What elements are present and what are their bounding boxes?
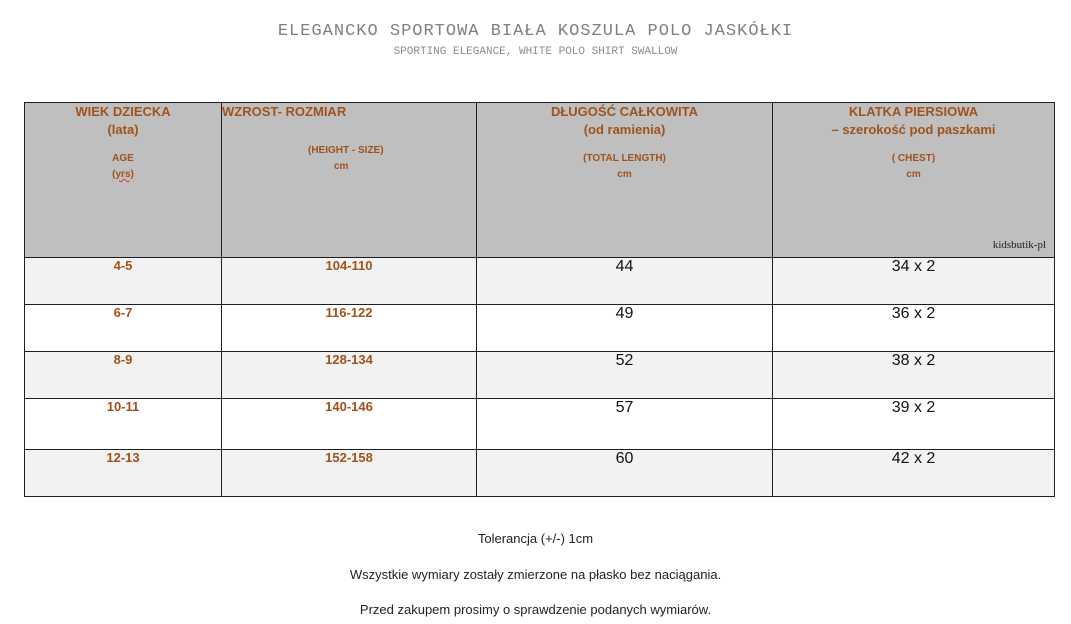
measurement-note: Wszystkie wymiary zostały zmierzone na płasko bez naciągania. (349, 567, 722, 582)
table-row (25, 399, 1055, 450)
cell-size: 128-134 (222, 352, 477, 399)
cell-size: 140-146 (222, 399, 477, 450)
header-age-en-unit: (yrs) (112, 169, 134, 180)
cell-length: 52 (477, 352, 773, 399)
header-age-pl: WIEK DZIECKA (75, 104, 171, 119)
header-height-en: (HEIGHT - SIZE) (308, 145, 384, 156)
cell-age: 8-9 (25, 352, 222, 399)
header-age-pl-unit: (lata) (107, 122, 139, 137)
cell-age: 10-11 (25, 399, 222, 450)
table-row (25, 305, 1055, 352)
cell-size: 104-110 (222, 258, 477, 305)
cell-chest: 36 x 2 (773, 305, 1055, 352)
cell-length: 49 (477, 305, 773, 352)
header-height (222, 103, 477, 258)
header-length-unit: cm (617, 169, 632, 180)
cell-size: 116-122 (222, 305, 477, 352)
tolerance-note: Tolerancja (+/-) 1cm (477, 531, 594, 546)
table-row (25, 450, 1055, 497)
header-chest-pl-sub: – szerokość pod paszkami (831, 122, 996, 137)
cell-age: 4-5 (25, 258, 222, 305)
cell-age: 12-13 (25, 450, 222, 497)
header-chest-en: ( CHEST) (891, 153, 936, 164)
header-age-en: AGE (112, 153, 134, 164)
watermark-text: kidsbutik-pl (992, 239, 1046, 251)
header-length (477, 103, 773, 258)
header-age (25, 103, 222, 258)
cell-chest: 42 x 2 (773, 450, 1055, 497)
cell-chest: 34 x 2 (773, 258, 1055, 305)
cell-size: 152-158 (222, 450, 477, 497)
cell-length: 57 (477, 399, 773, 450)
cell-length: 60 (477, 450, 773, 497)
cell-chest: 38 x 2 (773, 352, 1055, 399)
table-row (25, 352, 1055, 399)
cell-length: 44 (477, 258, 773, 305)
table-row (25, 258, 1055, 305)
header-chest-pl: KLATKA PIERSIOWA (848, 104, 979, 119)
table-header-row (25, 103, 1055, 258)
page-title: ELEGANCKO SPORTOWA BIAŁA KOSZULA POLO JASKÓŁKI (277, 22, 794, 41)
cell-chest: 39 x 2 (773, 399, 1055, 450)
header-length-pl: DŁUGOŚĆ CAŁKOWITA (550, 104, 699, 119)
size-chart-table (24, 102, 1055, 497)
header-height-pl: WZROST- ROZMIAR (222, 104, 347, 119)
header-height-unit: cm (334, 161, 349, 172)
header-chest-unit: cm (906, 169, 921, 180)
header-chest (773, 103, 1055, 258)
header-length-pl-sub: (od ramienia) (583, 122, 666, 137)
check-note: Przed zakupem prosimy o sprawdzenie podanych wymiarów. (359, 602, 712, 617)
header-length-en: (TOTAL LENGTH) (583, 153, 666, 164)
page-subtitle: SPORTING ELEGANCE, WHITE POLO SHIRT SWALLOW (393, 46, 678, 58)
cell-age: 6-7 (25, 305, 222, 352)
